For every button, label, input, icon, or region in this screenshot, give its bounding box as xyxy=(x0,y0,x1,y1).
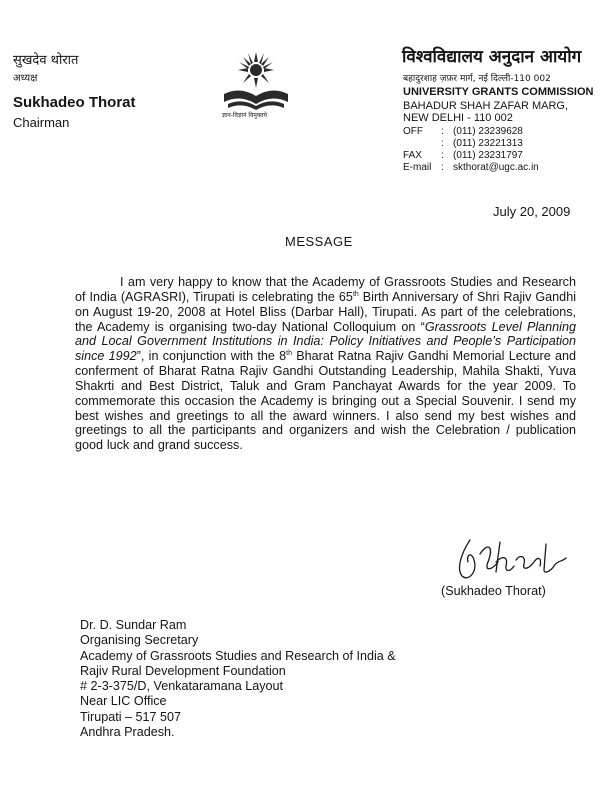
logo-motto: ज्ञान-विज्ञानं विमुक्तये xyxy=(222,112,268,119)
body-text-2: Birth Anniversary of Shri Rajiv Gandhi on August 19-20, 2008 at Hotel Bliss (Darbar Hall), Tirupati. As part of the celebrations, the Academy is organising two-day National Colloquium on “ xyxy=(75,289,576,334)
sender-title: Chairman xyxy=(13,115,70,130)
address-line-1: BAHADUR SHAH ZAFAR MARG, xyxy=(403,100,569,112)
contact-separator: : xyxy=(441,126,444,137)
contact-email xyxy=(403,162,539,173)
ordinal-suffix: th xyxy=(286,350,292,358)
colloquium-title: Grassroots Level Planning and Local Government Institutions in India: Policy Initiatives and People’s Participation since 1992 xyxy=(75,319,576,364)
addressee-line: Academy of Grassroots Studies and Research of India & xyxy=(80,648,396,663)
contact-value: (011) 23239628 xyxy=(453,126,523,137)
addressee-line: Andhra Pradesh. xyxy=(80,725,175,740)
contact-value: (011) 23221313 xyxy=(453,138,523,149)
addressee-block xyxy=(80,618,396,740)
org-name-hindi: विश्वविद्यालय अनुदान आयोग xyxy=(402,47,582,67)
contact-value: skthorat@ugc.ac.in xyxy=(453,162,539,173)
addressee-line: Tirupati – 517 507 xyxy=(80,709,182,724)
body-text-1: I am very happy to know that the Academy of Grassroots Studies and Research of India (AGRASRI), Tirupati is celebrating the 65 xyxy=(75,275,576,304)
contact-separator: : xyxy=(441,150,444,161)
address-line-2: NEW DELHI - 110 002 xyxy=(403,112,513,124)
contact-separator: : xyxy=(441,138,444,149)
body-text-3: ”, in conjunction with the 8 xyxy=(136,349,287,364)
body-text-4: Bharat Ratna Rajiv Gandhi Memorial Lecture and conferment of Bharat Ratna Rajiv Gandhi Outstanding Leadership, Mahila Shakti, Yuva Shakrti and Best District, Taluk and Gram Panchayat Awards for the year 2009. To commemorate this occasion the Academy is bringing out a Special Souvenir. I send my best wishes and greetings to all the award winners. I also send my best wishes and greetings to all the participants and organizers and wish the Celebration / publication good luck and grand success. xyxy=(75,349,576,453)
signatory-name: (Sukhadeo Thorat) xyxy=(441,584,546,598)
contact-label: OFF xyxy=(403,126,423,137)
ordinal-suffix: th xyxy=(352,290,359,298)
addressee-line: Rajiv Rural Development Foundation xyxy=(80,663,286,678)
address-hindi: बहादुरशाह ज़फ़र मार्ग, नई दिल्ली-110 002 xyxy=(403,74,551,84)
addressee-line: Near LIC Office xyxy=(80,694,167,709)
addressee-line: # 2-3-375/D, Venkataramana Layout xyxy=(80,679,284,694)
contact-label: E-mail xyxy=(403,162,432,173)
letter-date: July 20, 2009 xyxy=(493,204,571,219)
addressee-line: Organising Secretary xyxy=(80,633,199,648)
contact-separator: : xyxy=(441,162,444,173)
org-name: UNIVERSITY GRANTS COMMISSION xyxy=(403,86,594,98)
handwritten-signature xyxy=(448,532,578,584)
contact-office-phone-1 xyxy=(403,126,523,137)
message-heading: MESSAGE xyxy=(285,234,353,249)
sender-name: Sukhadeo Thorat xyxy=(13,94,136,111)
addressee-line: Dr. D. Sundar Ram xyxy=(80,618,187,632)
message-body xyxy=(75,275,576,453)
contact-value: (011) 23231797 xyxy=(453,150,523,161)
contact-office-phone-2 xyxy=(403,138,523,149)
contact-label: FAX xyxy=(403,150,422,161)
sender-name-hindi: सुखदेव थोरात xyxy=(13,53,79,68)
sender-title-hindi: अध्यक्ष xyxy=(13,73,38,84)
contact-fax xyxy=(403,150,523,161)
